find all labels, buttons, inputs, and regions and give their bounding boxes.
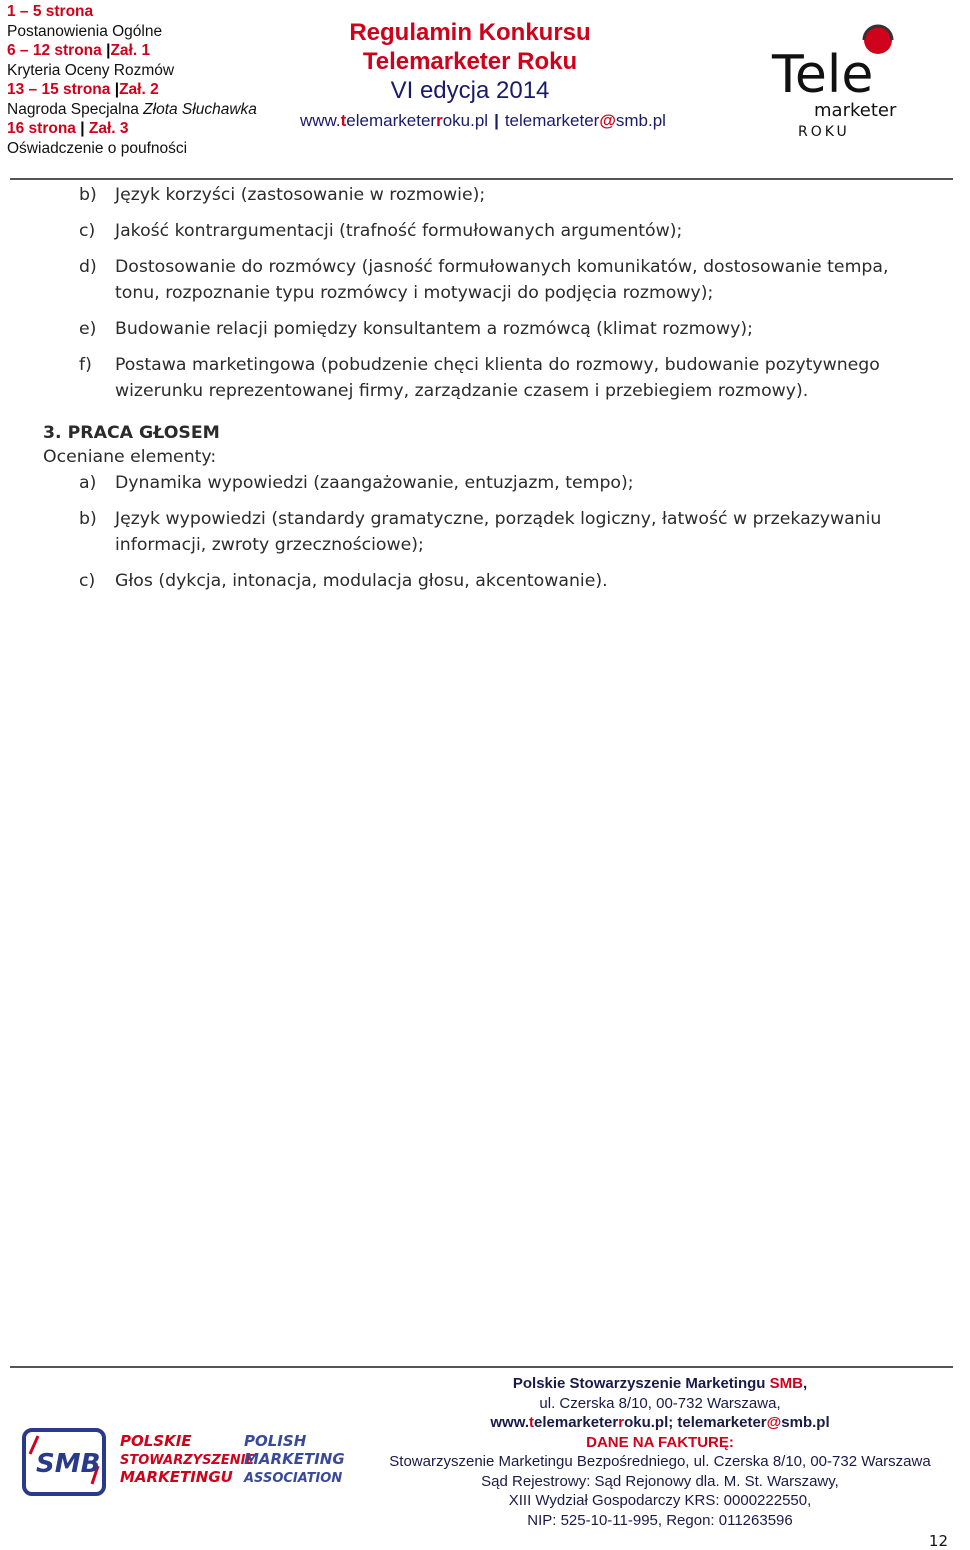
list-item [43, 352, 923, 404]
nav-link-pages-1-5[interactable]: 1 – 5 strona [7, 3, 94, 20]
list-item [43, 218, 923, 244]
list-item [43, 316, 923, 342]
footer-links[interactable]: www.telemarketerroku.pl; telemarketer@smb.pl [490, 1414, 830, 1431]
website-link[interactable]: www.telemarketerroku.pl [300, 111, 489, 130]
header-divider [10, 178, 953, 180]
list-marker: c) [79, 221, 96, 241]
list-item [43, 182, 923, 208]
footer-divider [10, 1366, 953, 1368]
voice-criteria-list [43, 470, 923, 594]
nav-link-attachment-1[interactable]: Zał. 1 [110, 42, 151, 59]
list-item-text: Głos (dykcja, intonacja, modulacja głosu, akcentowanie). [115, 571, 608, 591]
nav-link-page-16[interactable]: 16 strona [7, 120, 76, 137]
nav-link-pages-6-12[interactable]: 6 – 12 strona [7, 42, 102, 59]
section-nav: 1 – 5 strona Postanowienia Ogólne 6 – 12 strona |Zał. 1 Kryteria Oceny Rozmów 13 – 15 strona |Zał. 2 Nagroda Specjalna Złota Słuchawka 16 strona | Zał. 3 Oświadczenie o poufności [7, 3, 257, 157]
nav-link-pages-13-15[interactable]: 13 – 15 strona [7, 81, 111, 98]
list-item [43, 470, 923, 496]
footer-info [350, 1374, 970, 1530]
nav-link-attachment-3[interactable]: Zał. 3 [88, 120, 129, 137]
email-link[interactable]: telemarketer@smb.pl [504, 111, 666, 130]
list-item-text: Język wypowiedzi (standardy gramatyczne, porządek logiczny, łatwość w przekazywaniu informacji, zwroty grzecznościowe); [115, 509, 882, 555]
logo-word-marketer: marketer [814, 100, 897, 121]
invoice-krs: XIII Wydział Gospodarczy KRS: 0000222550, [508, 1492, 812, 1509]
list-item-text: Język korzyści (zastosowanie w rozmowie); [115, 185, 486, 205]
nav-label-criteria: Kryteria Oceny Rozmów [7, 61, 175, 79]
title-line-1: Regulamin Konkursu [349, 19, 591, 46]
svg-text:MARKETING: MARKETING [244, 1450, 345, 1468]
list-item-text: Budowanie relacji pomiędzy konsultantem a rozmówcą (klimat rozmowy); [115, 319, 753, 339]
nav-link-attachment-2[interactable]: Zał. 2 [119, 81, 159, 98]
nav-label-general: Postanowienia Ogólne [7, 22, 163, 40]
list-item-text: Jakość kontrargumentacji (trafność formułowanych argumentów); [115, 221, 683, 241]
list-item [43, 254, 923, 306]
list-marker: e) [79, 319, 97, 339]
title-line-2: Telemarketer Roku [362, 48, 578, 75]
invoice-court: Sąd Rejestrowy: Sąd Rejonowy dla. M. St. Warszawy, [481, 1472, 839, 1490]
list-marker: c) [79, 571, 96, 591]
list-marker: b) [79, 185, 97, 205]
list-marker: a) [79, 473, 97, 493]
document-title [300, 18, 666, 131]
section-subheading: Oceniane elementy: [43, 447, 217, 467]
header-links: www.telemarketerroku.pl | telemarketer@smb.pl [300, 111, 666, 130]
criteria-list [43, 182, 923, 404]
list-item-text: Dynamika wypowiedzi (zaangażowanie, entuzjazm, tempo); [115, 473, 634, 493]
invoice-heading: DANE NA FAKTURĘ: [586, 1433, 734, 1451]
invoice-address: Stowarzyszenie Marketingu Bezpośredniego, ul. Czerska 8/10, 00-732 Warszawa [389, 1453, 931, 1470]
svg-text:SMB: SMB [36, 1449, 101, 1479]
svg-text:ASSOCIATION: ASSOCIATION [244, 1471, 343, 1486]
document-body [43, 182, 923, 604]
nav-label-special-prize: Nagroda Specjalna Złota Słuchawka [7, 100, 257, 118]
list-item [43, 568, 923, 594]
edition: VI edycja 2014 [390, 77, 550, 104]
footer-address: ul. Czerska 8/10, 00-732 Warszawa, [539, 1394, 781, 1412]
logo-word-roku: ROKU [798, 124, 850, 140]
svg-text:POLSKIE: POLSKIE [120, 1432, 192, 1450]
page-number: 12 [928, 1532, 948, 1550]
svg-text:STOWARZYSZENIE: STOWARZYSZENIE [120, 1453, 255, 1468]
list-item-text: Postawa marketingowa (pobudzenie chęci klienta do rozmowy, budowanie pozytywnego wizerunku reprezentowanej firmy, zarządzanie czasem i przebiegiem rozmowy). [115, 355, 880, 401]
smb-logo [22, 1424, 345, 1504]
invoice-nip: NIP: 525-10-11-995, Regon: 011263596 [527, 1511, 793, 1529]
nav-label-confidentiality: Oświadczenie o poufności [7, 139, 188, 157]
footer-org: Polskie Stowarzyszenie Marketingu SMB, [512, 1375, 808, 1392]
list-marker: b) [79, 509, 97, 529]
telemarketer-roku-logo [768, 22, 908, 142]
svg-text:MARKETINGU: MARKETINGU [120, 1468, 233, 1486]
logo-word-tele: Tele [772, 45, 874, 105]
list-marker: f) [79, 355, 92, 375]
section-heading: 3. PRACA GŁOSEM [43, 423, 220, 443]
list-item-text: Dostosowanie do rozmówcy (jasność formułowanych komunikatów, dostosowanie tempa, tonu, rozpoznanie typu rozmówcy i motywacji do podjęcia rozmowy); [115, 257, 889, 303]
list-item [43, 506, 923, 558]
svg-text:POLISH: POLISH [244, 1432, 307, 1450]
list-marker: d) [79, 257, 97, 277]
